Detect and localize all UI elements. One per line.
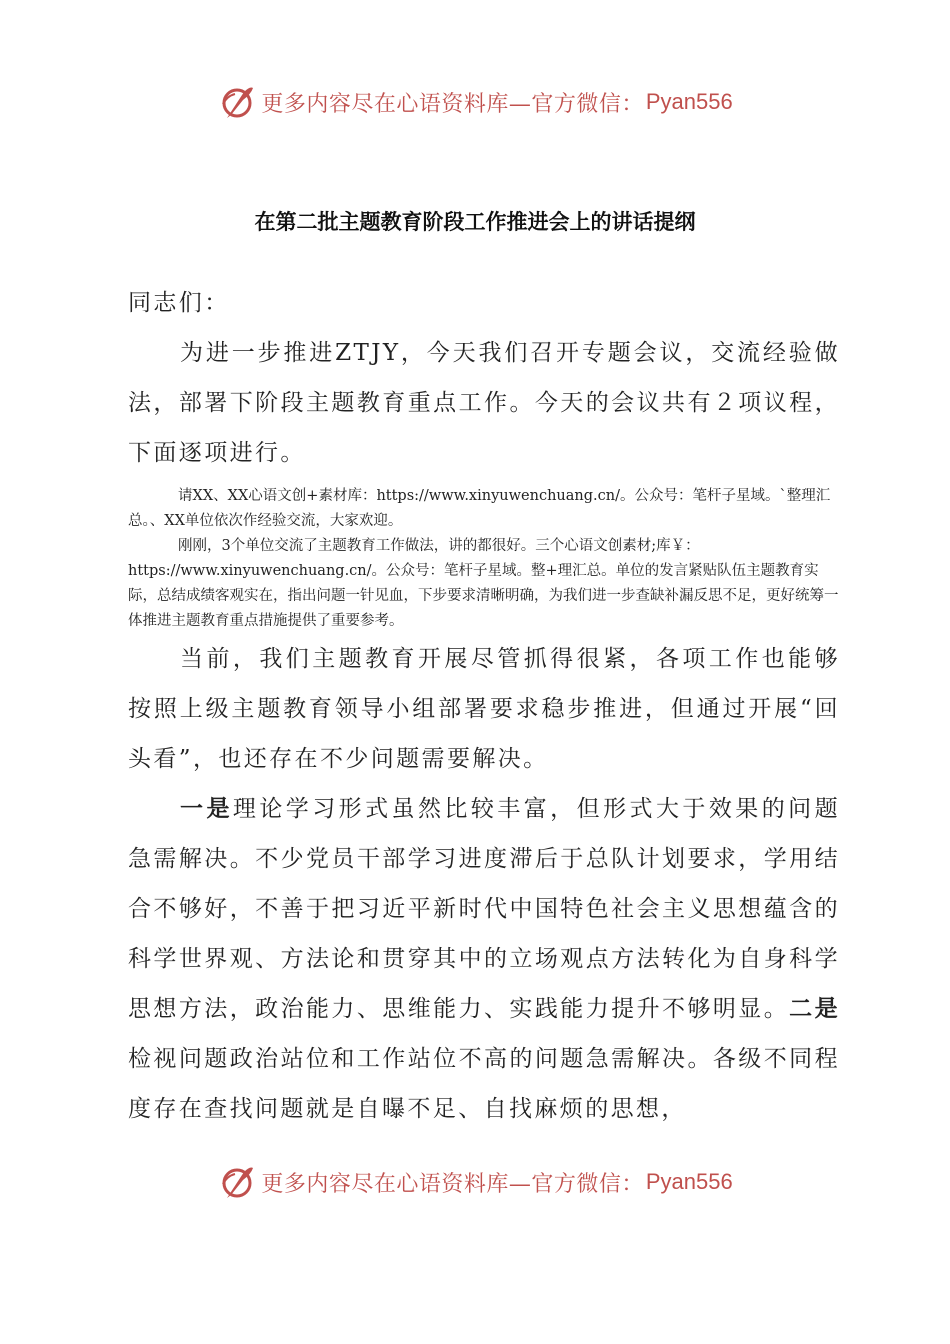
issue-lead-1: 一是 xyxy=(180,795,233,822)
banner-text: 更多内容尽在心语资料库—官方微信： xyxy=(261,91,644,117)
header-banner xyxy=(0,80,950,124)
banner-text: 更多内容尽在心语资料库—官方微信： xyxy=(261,1171,644,1197)
quill-logo-icon xyxy=(217,1162,257,1202)
issue-text-2: 检视问题政治站位和工作站位不高的问题急需解决。各级不同程度存在查找问题就是自曝不足、自找麻烦的思想， xyxy=(128,1046,840,1122)
document-body xyxy=(128,278,840,1134)
quill-logo-icon xyxy=(217,82,257,122)
paragraph-intro: 为进一步推进ZTJY，今天我们召开专题会议，交流经验做法，部署下阶段主题教育重点工作。今天的会议共有２项议程，下面逐项进行。 xyxy=(128,340,840,466)
footer-banner xyxy=(0,1160,950,1204)
issue-lead-2: 二是 xyxy=(789,995,840,1022)
banner-wechat-id: Pyan556 xyxy=(645,89,733,114)
document-title: 在第二批主题教育阶段工作推进会上的讲话提纲 xyxy=(254,210,696,234)
paragraph-small-1: 请XX、XX心语文创+素材库：https://www.xinyuwenchuang.cn/。公众号：笔杆子星域。`整理汇总。、XX单位依次作经验交流，大家欢迎。 xyxy=(128,488,831,529)
paragraph-issues xyxy=(128,784,840,1134)
greeting: 同志们： xyxy=(128,290,230,316)
issue-text-1: 理论学习形式虽然比较丰富，但形式大于效果的问题急需解决。不少党员干部学习进度滞后于总队计划要求，学用结合不够好，不善于把习近平新时代中国特色社会主义思想蕴含的科学世界观、方法论和贯穿其中的立场观点方法转化为自身科学思想方法，政治能力、思维能力、实践能力提升不够明显。 xyxy=(128,796,840,1022)
paragraph-small-2: 刚刚，3个单位交流了主题教育工作做法，讲的都很好。三个心语文创素材;库￥：https://www.xinyuwenchuang.cn/。公众号：笔杆子星域。整+理汇总。单位的发言紧贴队伍主题教育实际，总结成绩客观实在，指出问题一针见血，下步要求清晰明确，为我们进一步查缺补漏反思不足，更好统筹一体推进主题教育重点措施提供了重要参考。 xyxy=(128,538,839,629)
paragraph-current: 当前，我们主题教育开展尽管抓得很紧，各项工作也能够按照上级主题教育领导小组部署要求稳步推进，但通过开展“回头看”，也还存在不少问题需要解决。 xyxy=(128,646,840,772)
banner-wechat-id: Pyan556 xyxy=(645,1169,733,1194)
